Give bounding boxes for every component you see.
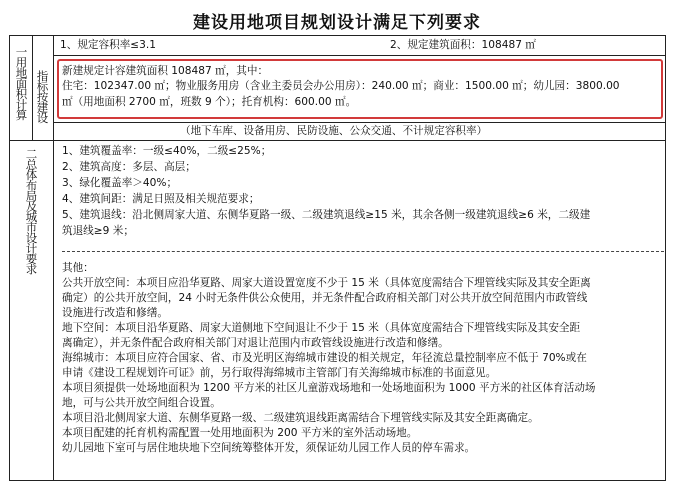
item-3: 3、绿化覆盖率＞40%； — [62, 177, 178, 189]
other-line-5: 地下空间：本项目沿华夏路、周家大道侧地下空间退让不少于 15 米（具体宽度需结合下埋管线实际及其安全距 — [62, 322, 581, 334]
other-line-7: 海绵城市：本项目应符合国家、省、市及光明区海绵城市建设的相关规定，年径流总量控制率应不低于 70%或在 — [62, 352, 587, 364]
other-line-6: 离确定），并无条件配合政府相关部门对退让范围内市政管线设施进行改造和修缮。 — [62, 337, 449, 349]
document-title: 建设用地项目规划设计满足下列要求 — [193, 13, 481, 33]
other-line-8: 申请《建设工程规划许可证》前，另行取得海绵城市主管部门有关海绵城市标准的书面意见。 — [62, 367, 497, 379]
item-4: 4、建筑间距：满足日照及相关规范要求； — [62, 193, 260, 205]
building-area: 2、规定建筑面积：108487 ㎡ — [390, 39, 536, 51]
other-line-11: 本项目沿北侧周家大道、东侧华夏路一级、二级建筑退线距离需结合下埋管线实际及其安全距离确定。 — [62, 412, 539, 424]
dashed-divider — [62, 251, 664, 252]
section-divider — [10, 140, 666, 141]
section2-label: 二总体布局及城市设计要求 — [24, 148, 39, 274]
item-2: 2、建筑高度：多层、高层； — [62, 161, 196, 173]
other-line-10: 地，可与公共开放空间组合设置。 — [62, 397, 221, 409]
box-line-1: 新建规定计容建筑面积 108487 ㎡，其中： — [62, 65, 269, 77]
row-divider-1 — [54, 55, 666, 56]
requirements-table — [9, 35, 666, 481]
row-divider-2 — [54, 122, 666, 123]
box-line-3: ㎡（用地面积 2700 ㎡，班数 9 个）；托育机构：600.00 ㎡。 — [62, 96, 357, 108]
item-1: 1、建筑覆盖率：一级≤40%，二级≤25%； — [62, 145, 272, 157]
other-line-4: 设施进行改造和修缮。 — [62, 307, 168, 319]
box-line-2: 住宅：102347.00 ㎡；物业服务用房（含业主委员会办公用房）：240.00 ㎡；商业：1500.00 ㎡；幼儿园：3800.00 — [62, 80, 620, 92]
column-divider-b — [53, 36, 54, 480]
other-line-3: 确定）的公共开放空间，24 小时无条件供公众使用，并无条件配合政府相关部门对公共开放空间范围内市政管线 — [62, 292, 588, 304]
section1-label-a: 一用地面积计算 — [14, 46, 29, 120]
item-5: 5、建筑退线：沿北侧周家大道、东侧华夏路一级、二级建筑退线≥15 米，其余各侧一级建筑退线≥6 米，二级建 — [62, 209, 591, 221]
other-line-12: 本项目配建的托育机构需配置一处用地面积为 200 平方米的室外活动场地。 — [62, 427, 418, 439]
other-line-1: 其他： — [62, 262, 94, 274]
other-line-9: 本项目须提供一处场地面积为 1200 平方米的社区儿童游戏场地和一处场地面积为 1000 平方米的社区体育活动场 — [62, 382, 596, 394]
section1-label-b: 指标按建设 — [35, 70, 50, 123]
floor-area-ratio: 1、规定容积率≤3.1 — [60, 39, 157, 51]
other-line-2: 公共开放空间：本项目应沿华夏路、周家大道设置宽度不少于 15 米（具体宽度需结合下埋管线实际及其安全距离 — [62, 277, 591, 289]
footnote: （地下车库、设备用房、民防设施、公众交通、不计规定容积率） — [180, 125, 488, 137]
column-divider-a — [32, 36, 33, 140]
other-line-13: 幼儿园地下室可与居住地块地下空间统筹整体开发，须保证幼儿园工作人员的停车需求。 — [62, 442, 476, 454]
item-5-cont: 筑退线≥9 米； — [62, 225, 134, 237]
